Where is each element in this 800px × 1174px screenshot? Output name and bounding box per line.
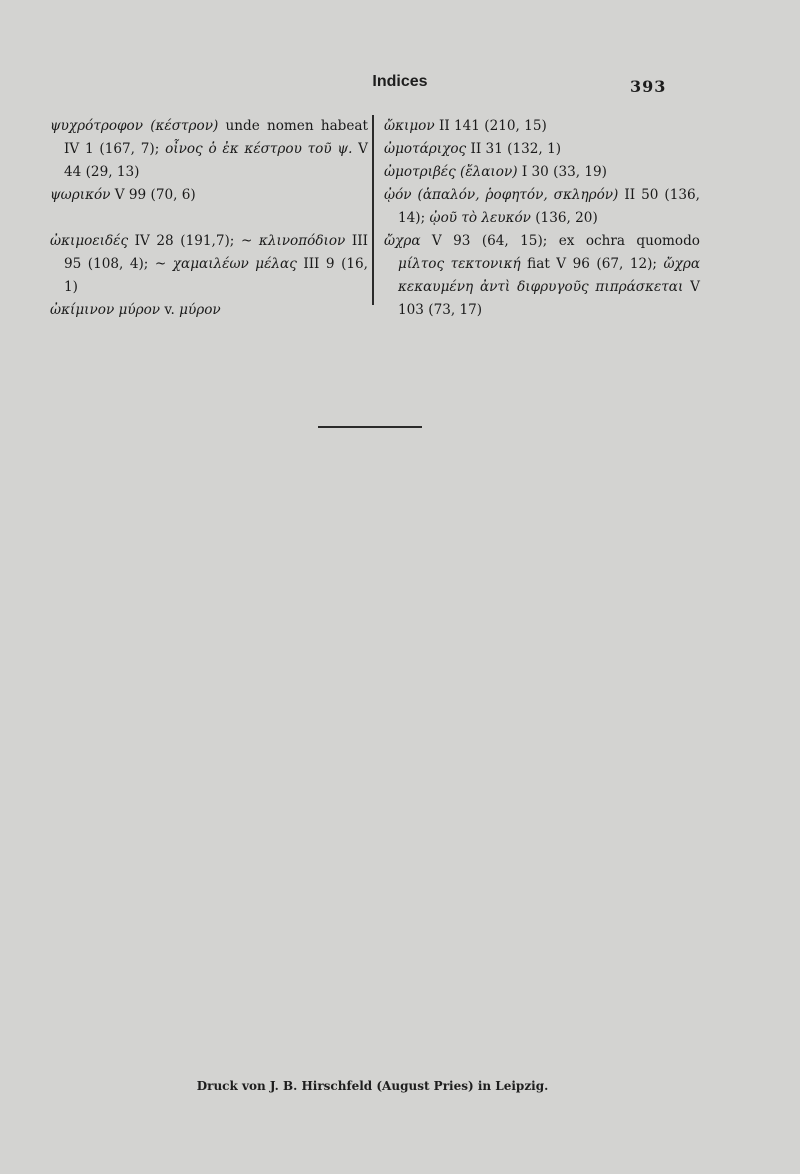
greek-term: ὠμοτάριχος [384, 141, 467, 157]
page-title: Indices [372, 73, 428, 90]
reference-text: I 30 (33, 19) [517, 164, 607, 180]
index-entry [384, 161, 700, 184]
greek-term: ὤχρα [384, 233, 421, 249]
greek-term: ὠκιμοειδές [50, 233, 129, 249]
index-entry [384, 138, 700, 161]
greek-term: ᾠοῦ τὸ λευκόν [429, 210, 531, 226]
greek-term: ᾠόν (ἁπαλόν, ῥοφητόν, σκληρόν) [384, 187, 619, 203]
index-column-right [384, 115, 700, 322]
reference-text: II 50 (136, 14); [398, 187, 700, 226]
greek-term: ὠκίμινον μύρον [50, 302, 161, 318]
reference-text: unde nomen habeat IV 1 (167, 7); [64, 118, 368, 157]
reference-text: V 99 (70, 6) [110, 187, 196, 203]
reference-text: fiat V 96 (67, 12); [520, 256, 664, 272]
greek-term: ψωρικόν [50, 187, 111, 203]
index-entry [384, 115, 700, 138]
index-entry [50, 115, 368, 184]
reference-text: IV 28 (191,7); [128, 233, 241, 249]
reference-text: v. [160, 302, 180, 318]
greek-term: ~ κλινοπόδιον [240, 233, 346, 249]
reference-text: III 95 (108, 4); [64, 233, 368, 272]
page-number: 393 [630, 77, 667, 96]
reference-text: V 93 (64, 15); ex ochra quomodo [420, 233, 700, 249]
reference-text: (136, 20) [530, 210, 598, 226]
greek-term: ὤχρα κεκαυμένη ἀντὶ διφρυγοῦς πιπράσκεται [398, 256, 700, 295]
index-entry [50, 299, 368, 322]
greek-term: ὤκιμον [384, 118, 435, 134]
index-entry [384, 184, 700, 230]
reference-text: III 9 (16, 1) [64, 256, 368, 295]
column-divider [372, 115, 374, 305]
printer-imprint: Druck von J. B. Hirschfeld (August Pries) in Leipzig. [196, 1079, 549, 1093]
reference-text: II 141 (210, 15) [434, 118, 547, 134]
greek-term: μίλτος τεκτονική [398, 256, 521, 272]
index-entry [50, 230, 368, 299]
section-end-rule [318, 426, 422, 428]
greek-term: μύρον [179, 302, 221, 318]
reference-text: V 103 (73, 17) [398, 279, 700, 318]
index-entry [384, 230, 700, 322]
reference-text: II 31 (132, 1) [466, 141, 562, 157]
index-entry [50, 184, 368, 207]
reference-text: V 44 (29, 13) [64, 141, 368, 180]
greek-term: ὠμοτριβές (ἔλαιον) [384, 164, 518, 180]
greek-term: ~ χαμαιλέων μέλας [154, 256, 297, 272]
index-column-left [50, 115, 368, 322]
greek-term: οἶνος ὁ ἐκ κέστρου τοῦ ψ. [165, 141, 353, 157]
greek-term: ψυχρότροφον (κέστρον) [50, 118, 219, 134]
